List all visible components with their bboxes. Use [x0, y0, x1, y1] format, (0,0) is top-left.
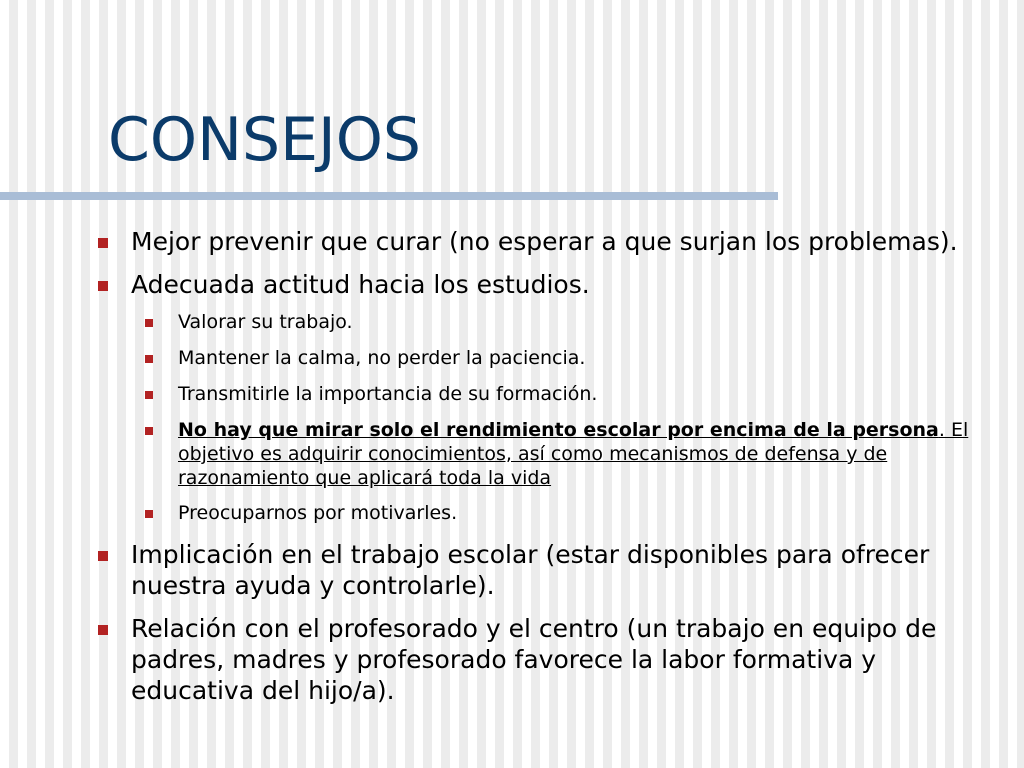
sub-bullet-text: Mantener la calma, no perder la paciencia.	[178, 347, 586, 369]
list-item	[96, 269, 996, 300]
bullet-text: Mejor prevenir que curar (no esperar a que surjan los problemas).	[131, 227, 958, 256]
emphasis-rest-text: . El objetivo es adquirir conocimientos, así como mecanismos de defensa y de razonamiento que aplicará toda la vida	[178, 419, 969, 489]
square-bullet-icon	[145, 319, 153, 327]
bullet-text: Adecuada actitud hacia los estudios.	[131, 270, 590, 299]
bullet-text: Relación con el profesorado y el centro (un trabajo en equipo de padres, madres y profesorado favorece la labor formativa y educativa del hijo/a).	[131, 614, 937, 705]
list-item	[96, 226, 996, 257]
bullet-text: Implicación en el trabajo escolar (estar disponibles para ofrecer nuestra ayuda y controlarle).	[131, 540, 930, 600]
emphasis-bold-text: No hay que mirar solo el rendimiento escolar por encima de la persona	[178, 419, 939, 441]
sub-list-item	[143, 310, 996, 335]
square-bullet-icon	[98, 625, 108, 635]
sub-list-item	[143, 382, 996, 407]
square-bullet-icon	[145, 510, 153, 518]
bullet-list	[96, 226, 996, 718]
square-bullet-icon	[98, 281, 108, 291]
sub-list-item-emphasis	[143, 418, 996, 490]
square-bullet-icon	[145, 427, 153, 435]
slide-title: CONSEJOS	[108, 105, 422, 175]
square-bullet-icon	[145, 355, 153, 363]
square-bullet-icon	[145, 391, 153, 399]
list-item	[96, 613, 996, 706]
sub-list-item	[143, 346, 996, 371]
sub-bullet-text: Valorar su trabajo.	[178, 311, 353, 333]
list-item	[96, 539, 996, 601]
title-divider	[0, 192, 778, 200]
sub-list-item	[143, 501, 996, 526]
square-bullet-icon	[98, 551, 108, 561]
square-bullet-icon	[98, 238, 108, 248]
sub-bullet-text: Preocuparnos por motivarles.	[178, 502, 458, 524]
sub-bullet-text: Transmitirle la importancia de su formación.	[178, 383, 598, 405]
